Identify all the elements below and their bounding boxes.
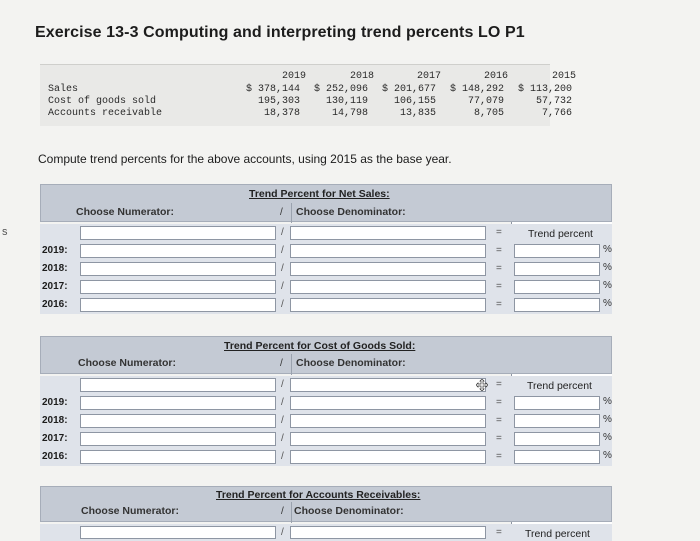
data-row-ar [40, 108, 572, 120]
numerator-input[interactable] [80, 414, 276, 428]
numerator-input[interactable] [80, 262, 276, 276]
equals-sign: = [496, 281, 502, 292]
row-label: Sales [48, 84, 79, 95]
equals-sign: = [496, 527, 502, 538]
move-cursor-icon [476, 379, 488, 391]
trend-percent-input[interactable] [514, 280, 600, 294]
year-label: 2018: [42, 415, 68, 426]
equals-sign: = [496, 451, 502, 462]
percent-sign: % [603, 262, 612, 273]
data-cell: $ 148,292 [449, 84, 504, 95]
numerator-input[interactable] [80, 280, 276, 294]
data-cell: $ 378,144 [245, 84, 300, 95]
divider [291, 203, 292, 223]
denominator-input[interactable] [290, 226, 486, 240]
equals-sign: = [496, 397, 502, 408]
denominator-input[interactable] [290, 378, 486, 392]
numerator-header: Choose Numerator: [81, 505, 180, 517]
denominator-input[interactable] [290, 432, 486, 446]
numerator-input[interactable] [80, 526, 276, 539]
year-header: 2016 [483, 71, 508, 82]
denominator-input[interactable] [290, 450, 486, 464]
year-header: 2018 [349, 71, 374, 82]
year-header: 2015 [551, 71, 576, 82]
year-label: 2019: [42, 245, 68, 256]
divide-sign: / [281, 281, 284, 292]
numerator-header: Choose Numerator: [78, 357, 177, 369]
section-header [40, 336, 612, 374]
data-cell: 57,732 [535, 96, 572, 107]
data-row-cogs [40, 96, 572, 108]
denominator-input[interactable] [290, 298, 486, 312]
row-label: Cost of goods sold [48, 96, 157, 107]
section-header [40, 486, 612, 522]
data-cell: $ 113,200 [517, 84, 572, 95]
equals-sign: = [496, 415, 502, 426]
year-row-2018 [40, 412, 612, 430]
divide-sign: / [281, 263, 284, 274]
percent-sign: % [603, 450, 612, 461]
numerator-header: Choose Numerator: [76, 206, 175, 218]
trend-percent-input[interactable] [514, 244, 600, 258]
year-row-2017 [40, 278, 612, 296]
denominator-input[interactable] [290, 244, 486, 258]
divide-sign: / [281, 227, 284, 238]
numerator-input[interactable] [80, 378, 276, 392]
denominator-input[interactable] [290, 396, 486, 410]
header-input-row [40, 376, 612, 394]
percent-sign: % [603, 244, 612, 255]
year-header-row [40, 71, 576, 83]
denominator-header: Choose Denominator: [294, 505, 404, 517]
trend-percent-input[interactable] [514, 432, 600, 446]
divide-sign: / [281, 299, 284, 310]
percent-sign: % [603, 414, 612, 425]
row-label: Accounts receivable [48, 108, 163, 119]
data-row-sales [40, 84, 572, 96]
equals-sign: = [496, 245, 502, 256]
year-label: 2016: [42, 451, 68, 462]
trend-percent-label: Trend percent [527, 380, 592, 392]
year-label: 2017: [42, 281, 68, 292]
divide-sign: / [281, 379, 284, 390]
year-label: 2016: [42, 299, 68, 310]
divide-sign: / [281, 245, 284, 256]
equals-sign: = [496, 227, 502, 238]
denominator-input[interactable] [290, 280, 486, 294]
trend-percent-input[interactable] [514, 414, 600, 428]
equals-sign: = [496, 379, 502, 390]
divide-sign: / [281, 415, 284, 426]
data-cell: 13,835 [399, 108, 436, 119]
trend-percent-label: Trend percent [528, 228, 593, 240]
equals-sign: = [496, 433, 502, 444]
data-cell: 8,705 [473, 108, 504, 119]
section-title: Trend Percent for Net Sales: [249, 188, 390, 200]
trend-percent-input[interactable] [514, 298, 600, 312]
divide-sign: / [281, 506, 284, 517]
percent-sign: % [603, 298, 612, 309]
data-cell: $ 252,096 [313, 84, 368, 95]
data-table [40, 64, 576, 126]
equals-sign: = [496, 299, 502, 310]
year-row-2016 [40, 448, 612, 466]
trend-percent-input[interactable] [514, 262, 600, 276]
side-letter: s [2, 226, 8, 238]
numerator-input[interactable] [80, 450, 276, 464]
year-header: 2019 [281, 71, 306, 82]
header-input-row [40, 224, 612, 242]
data-cell: 77,079 [467, 96, 504, 107]
numerator-input[interactable] [80, 226, 276, 240]
divide-sign: / [281, 451, 284, 462]
year-row-2017 [40, 430, 612, 448]
section-header [40, 184, 612, 222]
page-title: Exercise 13-3 Computing and interpreting trend percents LO P1 [35, 24, 525, 41]
instruction-text: Compute trend percents for the above accounts, using 2015 as the base year. [38, 152, 452, 166]
year-row-2016 [40, 296, 612, 314]
denominator-input[interactable] [290, 262, 486, 276]
denominator-input[interactable] [290, 526, 486, 539]
header-input-row [40, 524, 612, 541]
data-cell: 130,119 [325, 96, 368, 107]
data-cell: 7,766 [541, 108, 572, 119]
year-header: 2017 [416, 71, 441, 82]
divide-sign: / [280, 207, 283, 218]
percent-sign: % [603, 396, 612, 407]
numerator-input[interactable] [80, 432, 276, 446]
data-cell: 195,303 [257, 96, 300, 107]
equals-sign: = [496, 263, 502, 274]
divide-sign: / [281, 527, 284, 538]
numerator-input[interactable] [80, 396, 276, 410]
denominator-header: Choose Denominator: [296, 357, 406, 369]
divider [291, 502, 292, 523]
year-row-2019 [40, 394, 612, 412]
trend-percent-input[interactable] [514, 396, 600, 410]
year-label: 2018: [42, 263, 68, 274]
numerator-input[interactable] [80, 244, 276, 258]
data-cell: $ 201,677 [381, 84, 436, 95]
year-label: 2017: [42, 433, 68, 444]
percent-sign: % [603, 432, 612, 443]
section-title: Trend Percent for Cost of Goods Sold: [224, 340, 416, 352]
denominator-header: Choose Denominator: [296, 206, 406, 218]
trend-percent-input[interactable] [514, 450, 600, 464]
data-cell: 18,378 [263, 108, 300, 119]
numerator-input[interactable] [80, 298, 276, 312]
divide-sign: / [281, 433, 284, 444]
year-row-2018 [40, 260, 612, 278]
data-cell: 106,155 [393, 96, 436, 107]
divide-sign: / [280, 358, 283, 369]
denominator-input[interactable] [290, 414, 486, 428]
year-label: 2019: [42, 397, 68, 408]
data-cell: 14,798 [331, 108, 368, 119]
divide-sign: / [281, 397, 284, 408]
percent-sign: % [603, 280, 612, 291]
year-row-2019 [40, 242, 612, 260]
section-title: Trend Percent for Accounts Receivables: [216, 489, 421, 501]
trend-percent-label: Trend percent [525, 528, 590, 540]
divider [291, 354, 292, 375]
